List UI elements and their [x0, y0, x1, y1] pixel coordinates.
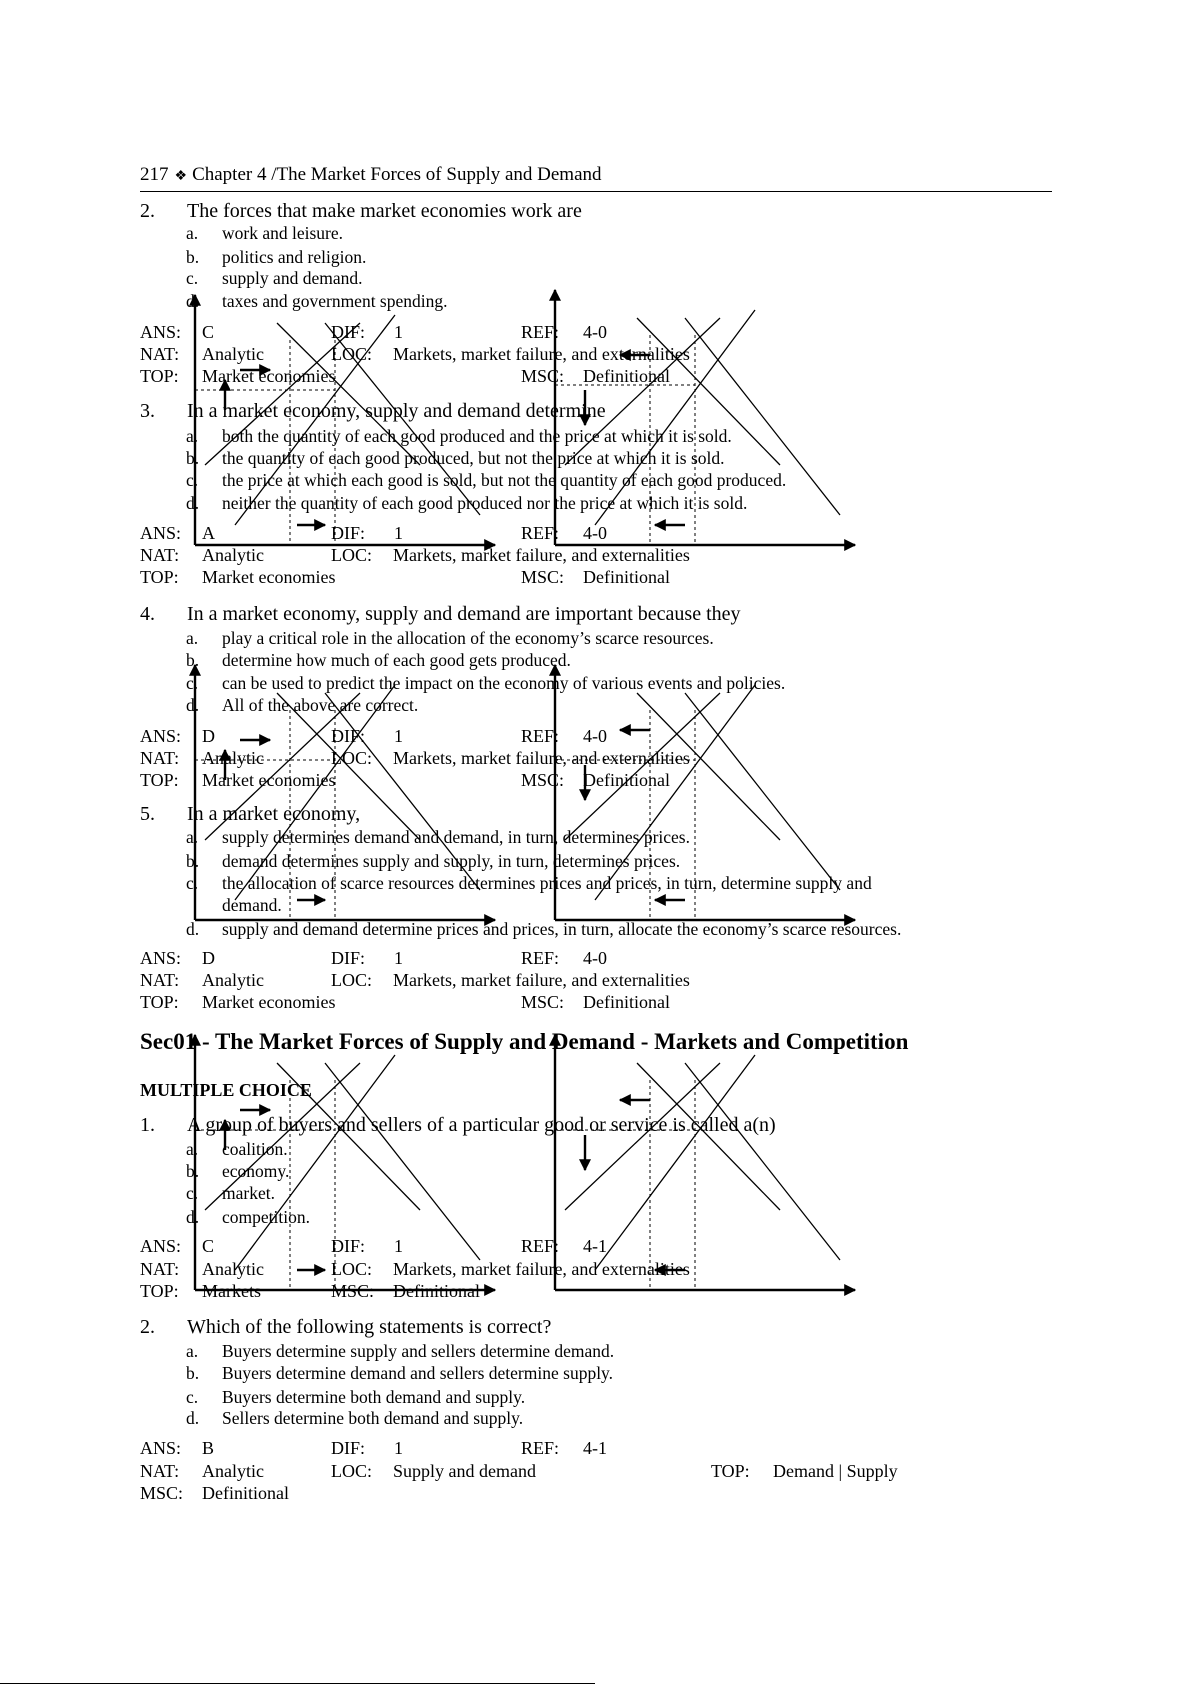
demand-curve-shifted — [685, 693, 840, 890]
multiple-choice-heading: MULTIPLE CHOICE — [140, 1080, 312, 1100]
chapter-title: Chapter 4 /The Market Forces of Supply and Demand — [192, 164, 602, 185]
question-stem: 2. The forces that make market economies work are — [140, 200, 582, 222]
answer-option: a. Buyers determine supply and sellers determine demand. — [186, 1341, 615, 1361]
answer-option: a. supply determines demand and demand, in turn, determines prices. — [186, 827, 690, 847]
demand-curve-shifted — [685, 1063, 840, 1260]
document-page: 217 ❖ Chapter 4 /The Market Forces of Supply and Demand 2. The forces that make market economies work are a. work and leisure. b. politics and religion. c. supply and demand. d. taxes and government spending. ANS: C DIF: 1 REF: 4-0 NAT: Analytic LOC: Markets, market failure, and externalities TOP: Market economies MSC: Definitional 3. In a market economy, supply and demand determine a. both the quantity of each good produced and the price at which it is sold. b. the quantity of each good produced, but not the price at which it is sold. c. the price at which each good is sold, but not the quantity of each good produced. d. neither the quantity of each good produced nor the price at which it is sold. ANS: A DIF: 1 REF: 4-0 NAT: Analytic LOC: Markets, market failure, and externalities TOP: Market economies MSC: Definitional 4. In a market economy, supply and demand are important because they a. play a critical role in the allocation of the economy’s scarce resources. b. determine how much of each good gets produced. c. can be used to predict the impact on the economy of various events and policies. d. All of the above are correct. ANS: D DIF: 1 REF: 4-0 NAT: Analytic LOC: Markets, market failure, and externalities TOP: Market economies MSC: Definitional 5. In a market economy, a. supply determines demand and demand, in turn, determines prices. b. demand determines supply and supply, in turn, determines prices. c. the allocation of scarce resources determines prices and prices, in turn, determine supply and demand. d. supply and demand determine prices and prices, in turn, allocate the economy’s scarce resources. ANS: D DIF: 1 REF: 4-0 NAT: Analytic LOC: Markets, market failure, and externalities TOP: Market economies MSC: Definitional Sec01 - The Market Forces of Supply and Demand - Markets and Competition MULTIPLE CHOICE 1. A group of buyers and sellers of a particular good or service is called a(n) a. coalition. b. economy. c. market. d. competition. ANS: C DIF: 1 REF: 4-1 NAT: Analytic LOC: Markets, market failure, and externalities TOP: Markets MSC: Definitional 2. Which of the following statements is correct? a. Buyers determine supply and sellers determine demand. b. Buyers determine demand and sellers determine supply. c. Buyers determine both demand and supply. d. Sellers determine both demand and supply. ANS: B DIF: 1 REF: 4-1 NAT: Analytic LOC: Supply and demand TOP: Demand | Supply MSC: Definitional — [0, 0, 1191, 1685]
answer-option: d. competition. — [186, 1207, 310, 1227]
answer-option: demand. — [222, 895, 282, 915]
question-stem: 4. In a market economy, supply and demand are important because they — [140, 603, 741, 625]
diamond-bullet-icon: ❖ — [174, 169, 188, 184]
answer-option: b. Buyers determine demand and sellers determine supply. — [186, 1363, 614, 1383]
answer-option: a. work and leisure. — [186, 223, 344, 243]
question-stem: 1. A group of buyers and sellers of a particular good or service is called a(n) — [140, 1114, 776, 1136]
answer-option: b. politics and religion. — [186, 247, 367, 267]
answer-option: a. coalition. — [186, 1139, 288, 1159]
answer-option: a. both the quantity of each good produced and the price at which it is sold. — [186, 426, 732, 446]
answer-option: d. Sellers determine both demand and supply. — [186, 1408, 524, 1428]
answer-option: d. neither the quantity of each good produced nor the price at which it is sold. — [186, 493, 748, 513]
answer-option: c. supply and demand. — [186, 268, 363, 288]
demand-curve-shifted — [325, 1063, 480, 1260]
answer-option: d. All of the above are correct. — [186, 695, 419, 715]
page-number: 217 — [140, 164, 169, 185]
header-rule — [140, 191, 1052, 192]
answer-option: d. taxes and government spending. — [186, 291, 448, 311]
answer-option: c. can be used to predict the impact on the economy of various events and policies. — [186, 673, 786, 693]
footer-rule — [0, 1683, 595, 1684]
page-header — [140, 164, 602, 186]
answer-option: d. supply and demand determine prices and prices, in turn, allocate the economy’s scarce resources. — [186, 919, 902, 939]
answer-option: b. economy. — [186, 1161, 290, 1181]
section-title: Sec01 - The Market Forces of Supply and Demand - Markets and Competition — [140, 1029, 909, 1054]
supply-curve-shifted — [595, 1055, 755, 1270]
question-stem: 3. In a market economy, supply and demand determine — [140, 400, 606, 422]
answer-option: c. the price at which each good is sold, but not the quantity of each good produced. — [186, 470, 787, 490]
answer-option: b. the quantity of each good produced, but not the price at which it is sold. — [186, 448, 725, 468]
question-stem: 5. In a market economy, — [140, 803, 361, 825]
answer-option: a. play a critical role in the allocation of the economy’s scarce resources. — [186, 628, 714, 648]
answer-option: c. the allocation of scarce resources determines prices and prices, in turn, determine supply and — [186, 873, 872, 893]
answer-option: b. determine how much of each good gets produced. — [186, 650, 571, 670]
answer-option: c. market. — [186, 1183, 275, 1203]
answer-option: b. demand determines supply and supply, in turn, determines prices. — [186, 851, 681, 871]
question-stem: 2. Which of the following statements is correct? — [140, 1316, 552, 1338]
answer-option: c. Buyers determine both demand and supply. — [186, 1387, 526, 1407]
